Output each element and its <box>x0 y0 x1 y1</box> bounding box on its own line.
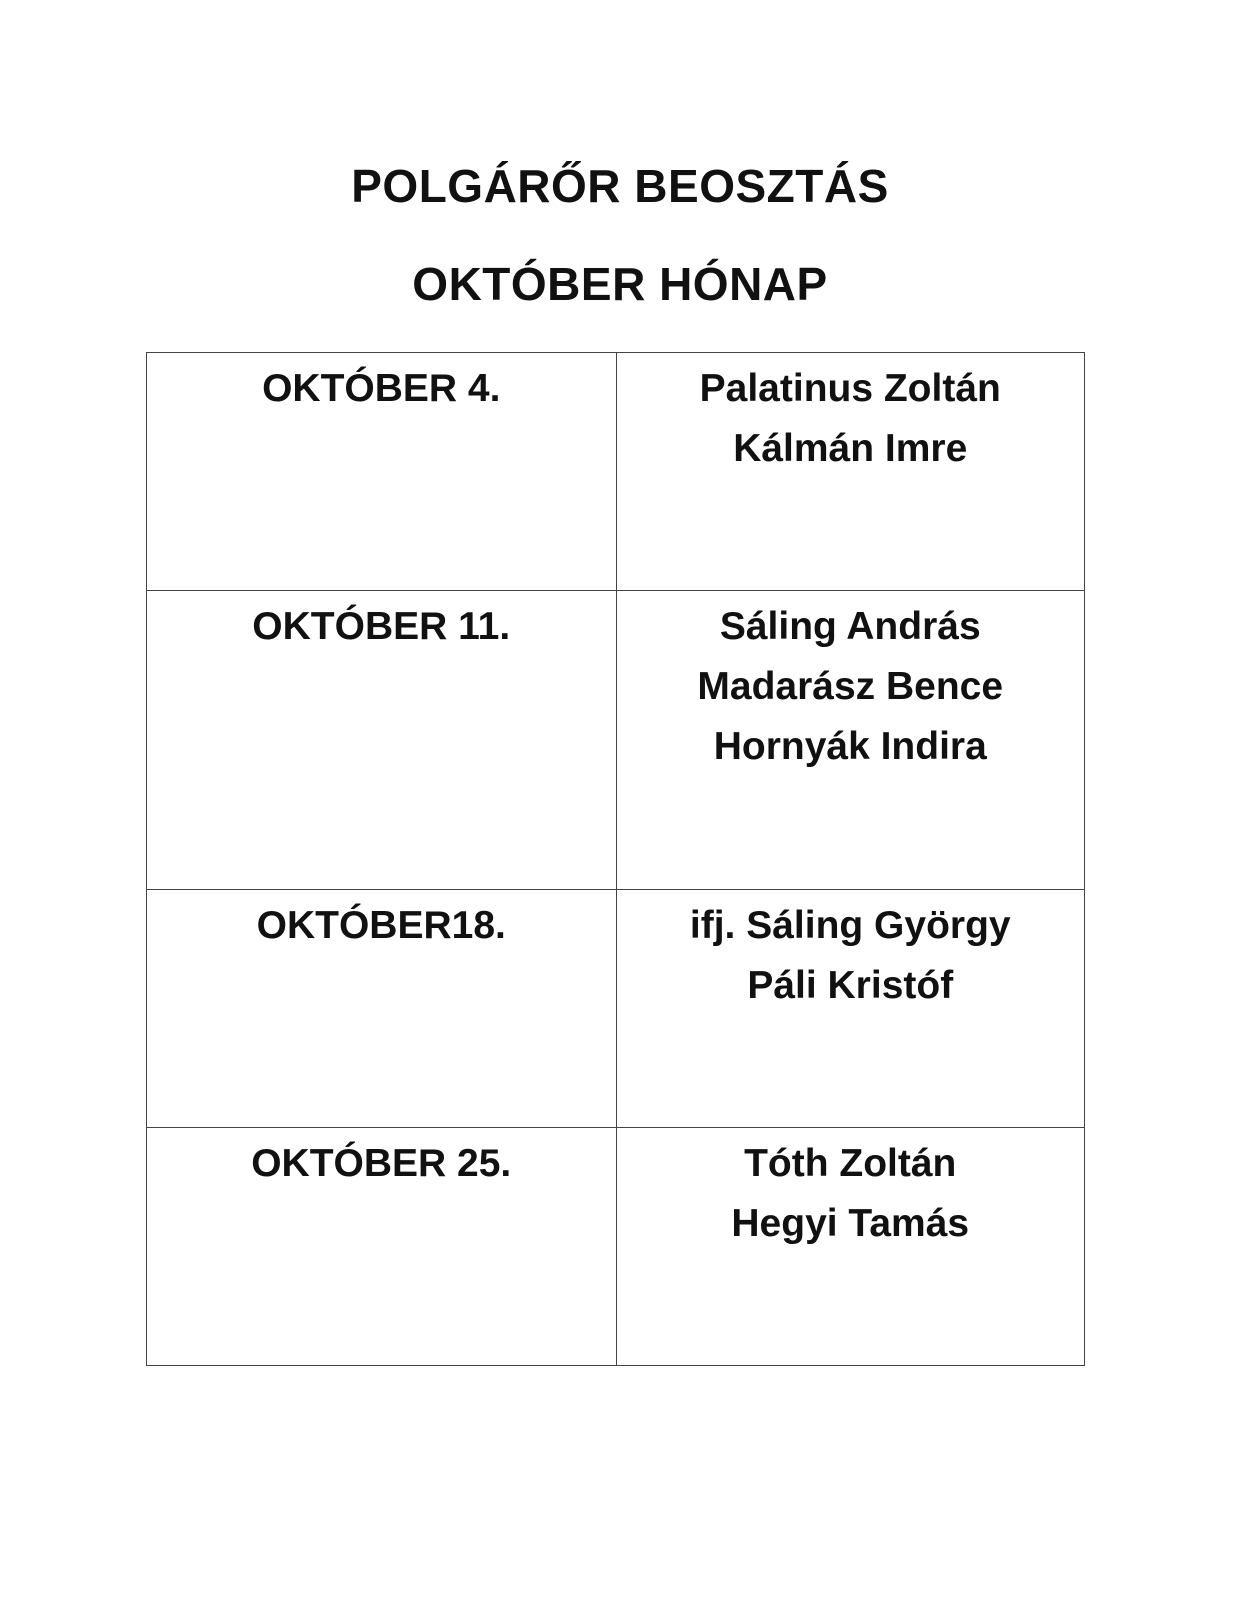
page-subtitle: OKTÓBER HÓNAP <box>412 258 828 310</box>
names-cell <box>616 890 1085 1128</box>
date-label: OKTÓBER 4. <box>262 367 501 410</box>
table-row <box>147 353 1085 591</box>
table-row <box>147 890 1085 1128</box>
person-name: Madarász Bence <box>697 665 1004 708</box>
person-name: Páli Kristóf <box>747 964 954 1007</box>
date-cell <box>147 890 617 1128</box>
date-label: OKTÓBER 11. <box>252 605 511 648</box>
names-cell <box>616 1128 1085 1366</box>
person-name: Tóth Zoltán <box>744 1142 957 1185</box>
table-row <box>147 591 1085 890</box>
person-name: Kálmán Imre <box>733 427 968 470</box>
names-cell <box>616 353 1085 591</box>
date-label: OKTÓBER 25. <box>251 1142 512 1185</box>
date-cell <box>147 1128 617 1366</box>
schedule-table <box>146 352 1085 1366</box>
person-name: Hornyák Indira <box>713 725 987 768</box>
date-cell <box>147 353 617 591</box>
page-title: POLGÁRŐR BEOSZTÁS <box>351 160 889 212</box>
date-label: OKTÓBER18. <box>256 904 506 947</box>
person-name: ifj. Sáling György <box>689 904 1011 947</box>
table-row <box>147 1128 1085 1366</box>
date-cell <box>147 591 617 890</box>
names-cell <box>616 591 1085 890</box>
person-name: Hegyi Tamás <box>731 1202 970 1245</box>
person-name: Sáling András <box>719 605 981 648</box>
person-name: Palatinus Zoltán <box>699 367 1001 410</box>
